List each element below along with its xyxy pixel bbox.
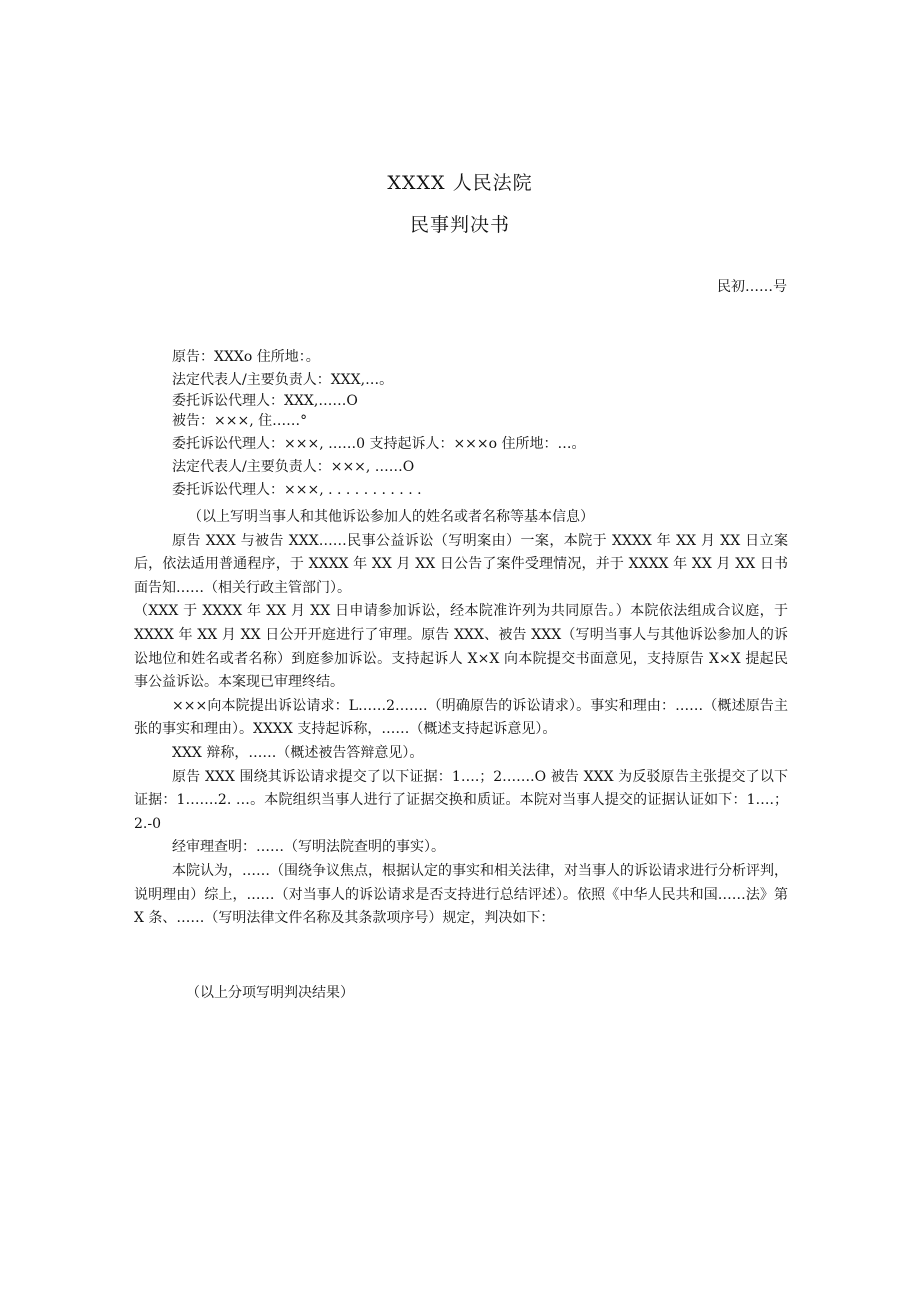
party-plaintiff-agent: 委托诉讼代理人：XXX,……O: [172, 393, 358, 409]
party-supporter-agent: 委托诉讼代理人：×××, . . . . . . . . . . .: [172, 482, 422, 498]
party-plaintiff: 原告：XXXo 住所地：。: [172, 349, 320, 365]
parties-list: [172, 346, 792, 502]
judgment-body: [134, 506, 788, 931]
paragraph-evidence: 原告 XXX 围绕其诉讼请求提交了以下证据：1….；2…….O 被告 XXX 为反驳原告主张提交了以下证据：1…….2. …。本院组织当事人进行了证据交换和质证。本院对当事人提交的证据认证如下：1….；2.-0: [134, 768, 788, 832]
paragraph-facts-found: 经审理查明：……（写明法院查明的事实）。: [172, 839, 445, 856]
party-supporter-legal-representative: 法定代表人/主要负责人：×××, ……O: [172, 459, 415, 475]
paragraph-defense: XXX 辩称，……（概述被告答辩意见）。: [172, 744, 424, 761]
paragraph-court-opinion: 本院认为，……（围绕争议焦点，根据认定的事实和相关法律，对当事人的诉讼请求进行分析评判，说明理由）综上，……（对当事人的诉讼请求是否支持进行总结评述）。依照《中华人民共和国……法》第 X 条、……（写明法律文件名称及其条款项序号）规定，判决如下：: [134, 862, 788, 927]
party-defendant-agent-and-supporter: 委托诉讼代理人：×××, ……0 支持起诉人：×××o 住所地：…。: [172, 436, 586, 452]
paragraph-trial: （XXX 于 XXXX 年 XX 月 XX 日申请参加诉讼，经本院准许列为共同原告。）本院依法组成合议庭，于 XXXX 年 XX 月 XX 日公开开庭进行了审理。原告 XXX、被告 XXX（写明当事人与其他诉讼参加人的诉讼地位和姓名或者名称）到庭参加诉讼。支持起诉人 X×X 向本院提交书面意见，支持原告 X×X 提起民事公益诉讼。本案现已审理终结。: [134, 603, 788, 691]
paragraph-claims: ×××向本院提出诉讼请求：L……2…….（明确原告的诉讼请求）。事实和理由：……（概述原告主张的事实和理由）。XXXX 支持起诉称，……（概述支持起诉意见）。: [134, 697, 788, 738]
parties-note: （以上写明当事人和其他诉讼参加人的姓名或者名称等基本信息）: [188, 509, 594, 525]
paragraph-case-filing: 原告 XXX 与被告 XXX……民事公益诉讼（写明案由）一案，本院于 XXXX 年 XX 月 XX 日立案后，依法适用普通程序，于 XXXX 年 XX 月 XX 日公告了案件受理情况，并于 XXXX 年 XX 月 XX 日书面告知……（相关行政主管部门）。: [134, 532, 788, 596]
document-type-title: 民事判决书: [409, 214, 510, 236]
party-defendant: 被告：×××, 住……°: [172, 413, 308, 429]
judgment-result-note: （以上分项写明判决结果）: [186, 985, 354, 1001]
case-number: 民初……号: [717, 279, 787, 295]
court-name: XXXX 人民法院: [387, 172, 533, 194]
party-plaintiff-legal-representative: 法定代表人/主要负责人：XXX,…。: [172, 372, 394, 388]
